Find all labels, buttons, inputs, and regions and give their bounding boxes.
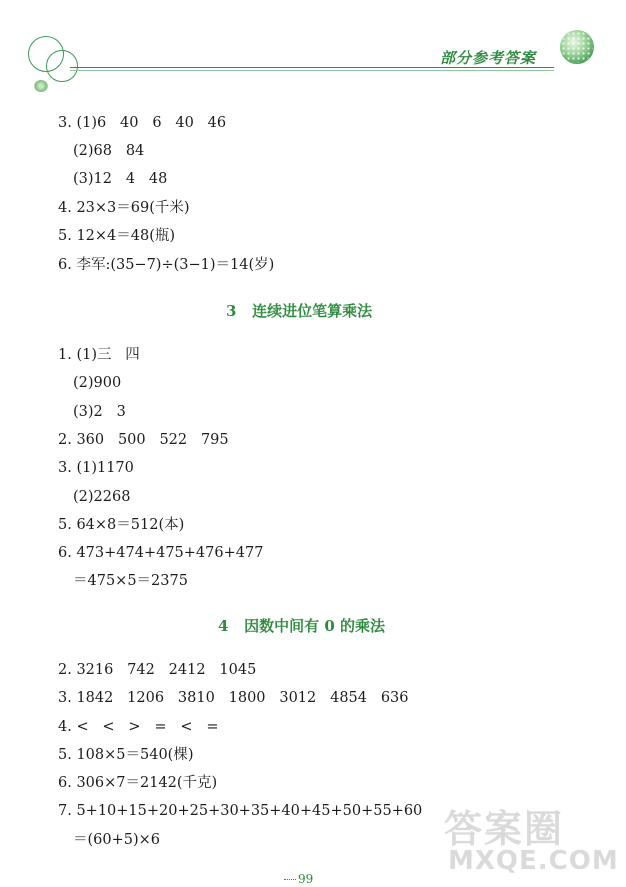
watermark-url: MXQE.COM <box>448 846 619 876</box>
answer-line: 3. (1)1170 <box>58 460 134 476</box>
answer-line: 4. 23×3＝69(千米) <box>58 200 190 216</box>
answer-line: 6. 李军:(35−7)÷(3−1)＝14(岁) <box>58 257 275 273</box>
header-circles-decoration <box>28 36 80 84</box>
section-title: 4 因数中间有 0 的乘法 <box>218 617 385 635</box>
watermark-logo <box>440 798 619 878</box>
answer-line: 7. 5+10+15+20+25+30+35+40+45+50+55+60 <box>58 803 423 819</box>
header-title: 部分参考答案 <box>440 49 537 67</box>
globe-texture <box>561 31 593 63</box>
answer-line: ＝(60+5)×6 <box>73 832 161 848</box>
answer-line: (2)900 <box>73 375 122 391</box>
answer-line: 2. 3216 742 2412 1045 <box>58 662 257 678</box>
answer-line: 2. 360 500 522 795 <box>58 432 229 448</box>
answer-line: 4. < < > = < = <box>58 719 219 735</box>
answer-line: (3)12 4 48 <box>73 171 168 187</box>
answer-line: 1. (1)三 四 <box>58 347 140 363</box>
answer-line: 5. 64×8＝512(本) <box>58 517 185 533</box>
answer-line: (2)2268 <box>73 489 131 505</box>
section-title: 3 连续进位笔算乘法 <box>226 302 373 320</box>
answer-line: ＝475×5＝2375 <box>73 573 188 589</box>
answer-line: 5. 12×4＝48(瓶) <box>58 228 176 244</box>
answer-line: 5. 108×5＝540(棵) <box>58 747 194 763</box>
answer-line: (3)2 3 <box>73 404 126 420</box>
circle-icon <box>46 50 78 82</box>
answer-line: 3. 1842 1206 3810 1800 3012 4854 636 <box>58 690 409 706</box>
answer-line: 6. 306×7＝2142(千克) <box>58 775 218 791</box>
answer-line: 6. 473+474+475+476+477 <box>58 545 264 561</box>
answer-line: 3. (1)6 40 6 40 46 <box>58 115 227 131</box>
answer-line: (2)68 84 <box>73 143 145 159</box>
header-rule-secondary <box>70 70 554 71</box>
watermark-title: 答案圈 <box>444 807 565 851</box>
page-number-decoration <box>284 879 296 882</box>
page-number: 99 <box>298 872 314 886</box>
flower-icon <box>34 80 48 92</box>
